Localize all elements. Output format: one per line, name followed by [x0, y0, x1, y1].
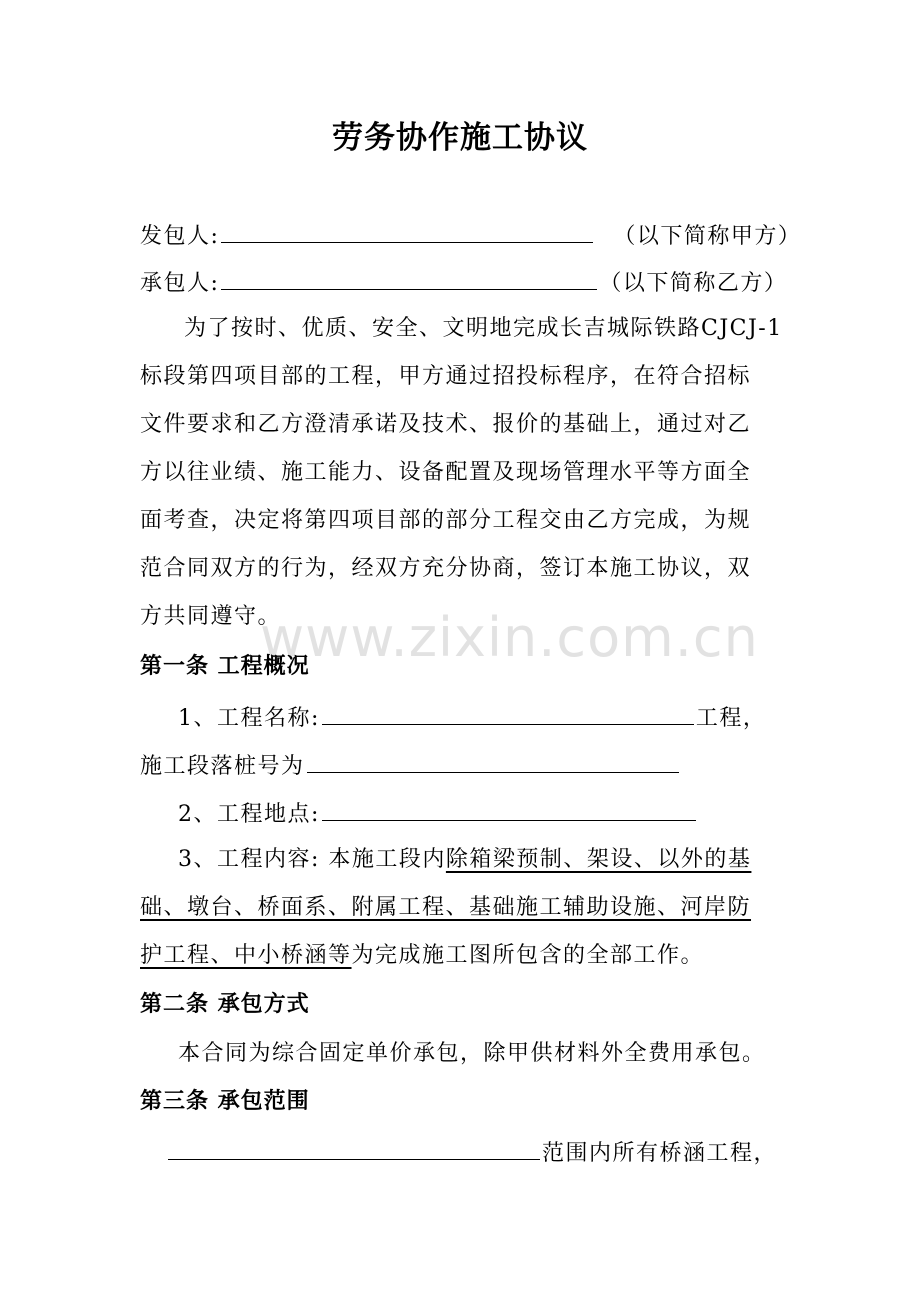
watermark-text: www.zixin.com.cn — [260, 606, 759, 669]
work-content-scope: 护工程、中小桥涵等 — [140, 943, 352, 968]
employer-line — [140, 218, 801, 252]
project-name-blank[interactable] — [322, 700, 694, 725]
article3-heading: 第三条 承包范围 — [140, 1089, 310, 1114]
project-name-suffix: 工程， — [695, 706, 767, 731]
article2-body: 本合同为综合固定单价承包，除甲供材料外全费用承包。 — [178, 1041, 766, 1066]
preamble-line: 方以往业绩、施工能力、设备配置及现场管理水平等方面全 — [140, 460, 752, 485]
work-content-line — [178, 845, 751, 875]
article1-heading: 第一条 工程概况 — [140, 654, 310, 679]
work-content-scope: 础、墩台、桥面系、附属工程、基础施工辅助设施、河岸防 — [140, 895, 752, 920]
preamble-line: 方共同遵守。 — [140, 604, 282, 629]
project-name-label: 1、工程名称: — [178, 706, 320, 731]
preamble-line: 范合同双方的行为，经双方充分协商，签订本施工协议，双 — [140, 556, 752, 581]
employer-suffix: （以下简称甲方） — [613, 224, 802, 249]
document-title: 劳务协作施工协议 — [332, 120, 588, 156]
work-content-suffix: 为完成施工图所包含的全部工作。 — [351, 943, 705, 968]
employer-label: 发包人: — [140, 224, 220, 249]
article3-body-line — [166, 1135, 777, 1169]
project-location-blank[interactable] — [322, 796, 696, 821]
article3-body-suffix: 范围内所有桥涵工程， — [542, 1141, 778, 1166]
employer-blank[interactable] — [221, 218, 593, 243]
contractor-blank[interactable] — [221, 265, 597, 290]
station-blank[interactable] — [307, 748, 679, 773]
preamble-line: 标段第四项目部的工程，甲方通过招投标程序，在符合招标 — [140, 364, 752, 389]
project-location-line — [178, 796, 698, 830]
work-content-line — [140, 941, 704, 971]
article2-heading: 第二条 承包方式 — [140, 992, 310, 1017]
contractor-suffix: （以下简称乙方） — [599, 271, 788, 296]
project-location-label: 2、工程地点: — [178, 802, 320, 827]
preamble-line: 文件要求和乙方澄清承诺及技术、报价的基础上，通过对乙 — [140, 412, 752, 437]
work-content-scope: 除箱梁预制、架设、以外的基 — [445, 847, 752, 872]
preamble-line: 为了按时、优质、安全、文明地完成长吉城际铁路CJCJ-1 — [184, 316, 783, 341]
project-name-line — [178, 700, 766, 734]
preamble-line: 面考查，决定将第四项目部的部分工程交由乙方完成，为规 — [140, 508, 752, 533]
station-label: 施工段落桩号为 — [140, 754, 305, 779]
contractor-line — [140, 265, 787, 299]
scope-blank[interactable] — [168, 1135, 540, 1160]
work-content-line — [140, 893, 751, 923]
contractor-label: 承包人: — [140, 271, 220, 296]
station-line — [140, 748, 681, 782]
work-content-prefix: 3、工程内容: 本施工段内 — [178, 847, 446, 872]
